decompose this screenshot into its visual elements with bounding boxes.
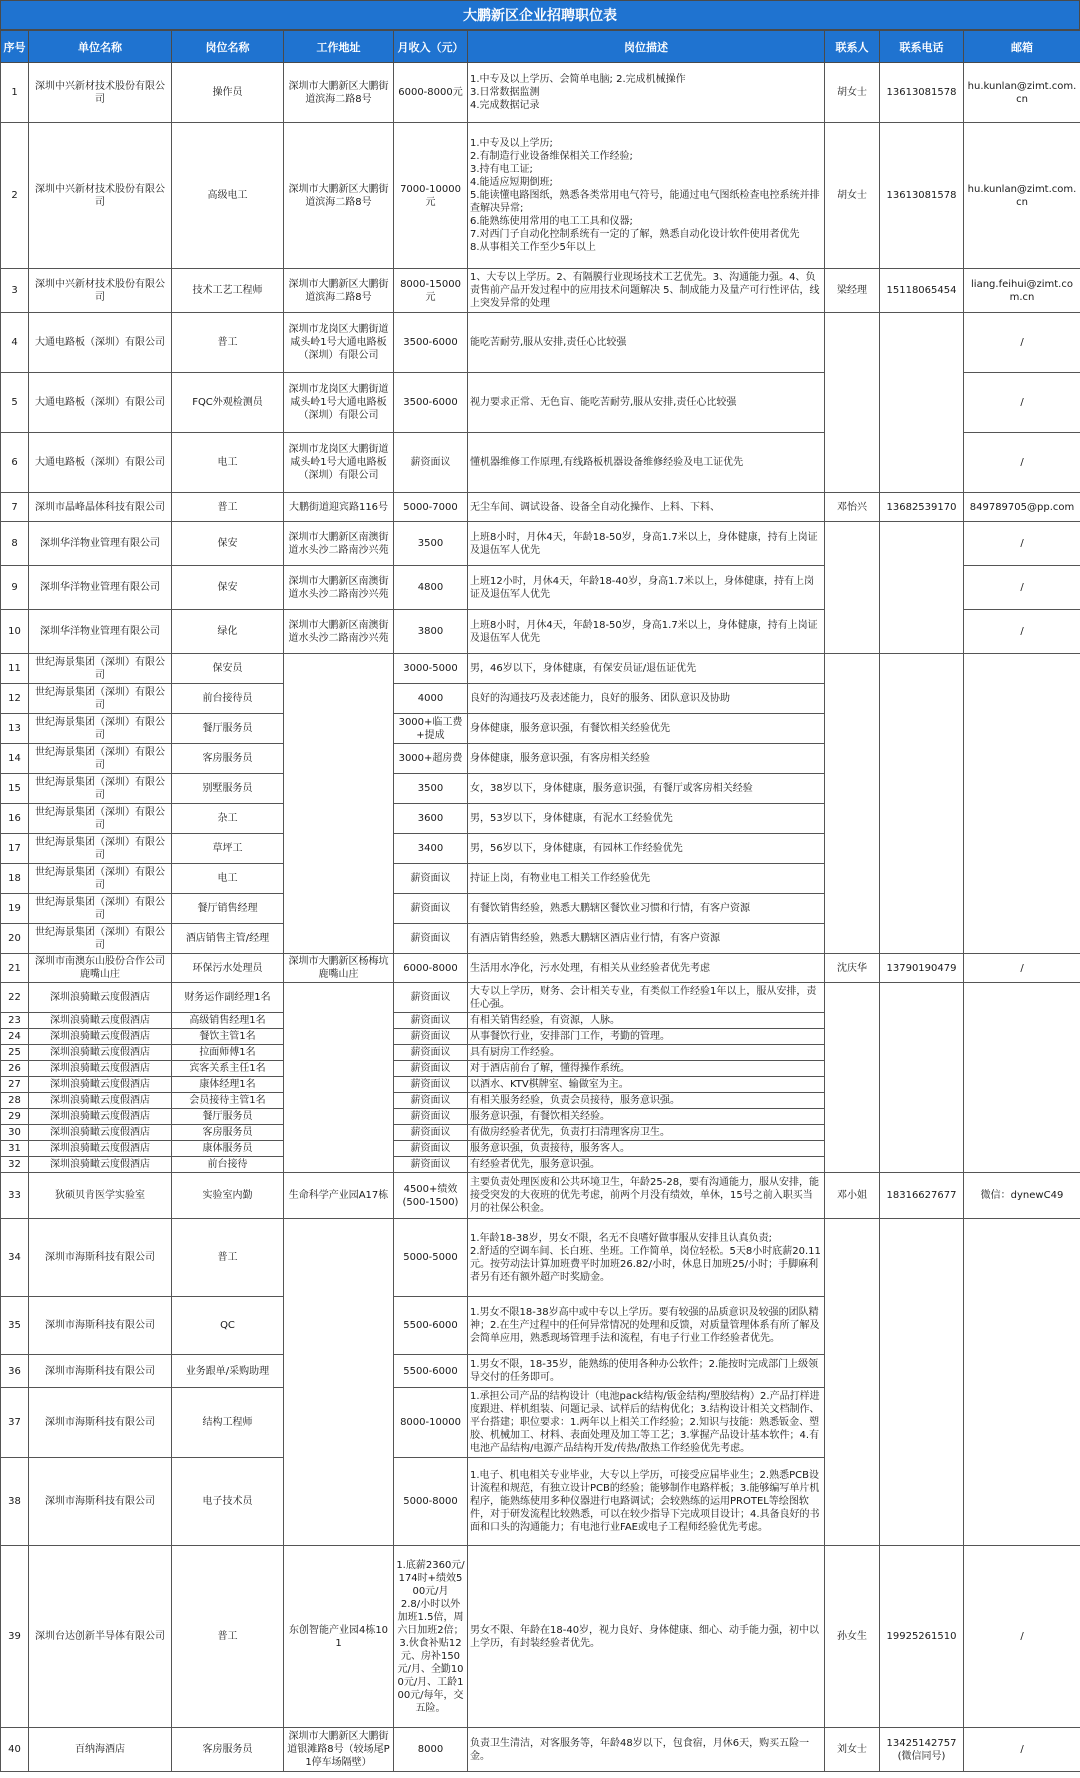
- company-name: 世纪海景集团（深圳）有限公司: [29, 684, 172, 714]
- job-description: 视力要求正常、无色盲、能吃苦耐劳,服从安排,责任心比较强: [468, 373, 825, 433]
- work-address: 深圳市大鹏新区南澳街道水头沙二路南沙兴苑: [284, 522, 394, 566]
- row-number: 8: [1, 522, 29, 566]
- table-row: [1, 983, 1080, 1013]
- job-description: 服务意识强，有餐饮相关经验。: [468, 1109, 825, 1125]
- company-name: 深圳浪骑瞰云度假酒店: [29, 1045, 172, 1061]
- contact-email: /: [964, 954, 1080, 983]
- monthly-income: 6000-8000元: [394, 63, 468, 123]
- company-name: 深圳浪骑瞰云度假酒店: [29, 1141, 172, 1157]
- company-name: 狄硕贝肯医学实验室: [29, 1173, 172, 1219]
- monthly-income: 薪资面议: [394, 1109, 468, 1125]
- monthly-income: 3400: [394, 834, 468, 864]
- contact-email: hu.kunlan@zimt.com.cn: [964, 123, 1080, 269]
- company-name: 深圳市海斯科技有限公司: [29, 1355, 172, 1388]
- row-number: 15: [1, 774, 29, 804]
- monthly-income: 薪资面议: [394, 1013, 468, 1029]
- work-address: 深圳市大鹏新区南澳街道水头沙二路南沙兴苑: [284, 566, 394, 610]
- monthly-income: 8000-15000元: [394, 269, 468, 313]
- work-address: 深圳市大鹏新区大鹏街道滨海二路8号: [284, 123, 394, 269]
- work-address: [284, 654, 394, 954]
- row-number: 3: [1, 269, 29, 313]
- contact-phone: [880, 654, 964, 954]
- position-name: 结构工程师: [172, 1388, 284, 1458]
- monthly-income: 3000-5000: [394, 654, 468, 684]
- position-name: 电工: [172, 864, 284, 894]
- row-number: 25: [1, 1045, 29, 1061]
- monthly-income: 薪资面议: [394, 1141, 468, 1157]
- contact-phone: 13613081578: [880, 123, 964, 269]
- contact-email: 849789705@pp.com: [964, 493, 1080, 522]
- work-address: 深圳市龙岗区大鹏街道咸头岭1号大通电路板（深圳）有限公司: [284, 373, 394, 433]
- monthly-income: 3500: [394, 522, 468, 566]
- job-description: 上班8小时，月休4天，年龄18-50岁，身高1.7米以上，身体健康，持有上岗证及退伍军人优先: [468, 610, 825, 654]
- job-description: 1.男女不限，18-35岁，能熟练的使用各种办公软件；2.能按时完成部门上级领导交付的任务即可。: [468, 1355, 825, 1388]
- company-name: 深圳浪骑瞰云度假酒店: [29, 1029, 172, 1045]
- row-number: 19: [1, 894, 29, 924]
- position-name: 电工: [172, 433, 284, 493]
- company-name: 世纪海景集团（深圳）有限公司: [29, 654, 172, 684]
- monthly-income: 薪资面议: [394, 1029, 468, 1045]
- contact-phone: 13682539170: [880, 493, 964, 522]
- position-name: 前台接待: [172, 1157, 284, 1173]
- job-description: 具有厨房工作经验。: [468, 1045, 825, 1061]
- position-name: 客房服务员: [172, 744, 284, 774]
- job-description: 女，38岁以下，身体健康，服务意识强，有餐厅或客房相关经验: [468, 774, 825, 804]
- monthly-income: 3500-6000: [394, 373, 468, 433]
- company-name: 世纪海景集团（深圳）有限公司: [29, 774, 172, 804]
- company-name: 百纳海酒店: [29, 1728, 172, 1772]
- position-name: 杂工: [172, 804, 284, 834]
- work-address: 生命科学产业园A17栋: [284, 1173, 394, 1219]
- monthly-income: 6000-8000: [394, 954, 468, 983]
- contact-email: liang.feihui@zimt.com.cn: [964, 269, 1080, 313]
- contact-email: hu.kunlan@zimt.com.cn: [964, 63, 1080, 123]
- company-name: 深圳市海斯科技有限公司: [29, 1388, 172, 1458]
- table-row: [1, 1546, 1080, 1728]
- monthly-income: 3500: [394, 774, 468, 804]
- row-number: 34: [1, 1219, 29, 1297]
- position-name: 绿化: [172, 610, 284, 654]
- job-description: 上班8小时，月休4天，年龄18-50岁，身高1.7米以上，身体健康，持有上岗证及退伍军人优先: [468, 522, 825, 566]
- row-number: 17: [1, 834, 29, 864]
- position-name: 餐饮主管1名: [172, 1029, 284, 1045]
- job-description: 有做房经验者优先，负责打扫清理客房卫生。: [468, 1125, 825, 1141]
- position-name: 草坪工: [172, 834, 284, 864]
- monthly-income: 薪资面议: [394, 983, 468, 1013]
- job-description: 负责卫生清洁，对客服务等，年龄48岁以下，包食宿，月休6天，购买五险一金。: [468, 1728, 825, 1772]
- header-row: [1, 31, 1080, 63]
- position-name: 环保污水处理员: [172, 954, 284, 983]
- monthly-income: 5000-7000: [394, 493, 468, 522]
- header-address: 工作地址: [284, 31, 394, 63]
- job-description: 良好的沟通技巧及表述能力，良好的服务、团队意识及协助: [468, 684, 825, 714]
- contact-phone: [880, 1219, 964, 1546]
- contact-phone: 18316627677: [880, 1173, 964, 1219]
- monthly-income: 7000-10000元: [394, 123, 468, 269]
- monthly-income: 薪资面议: [394, 1093, 468, 1109]
- contact-email: /: [964, 1728, 1080, 1772]
- position-name: 保安: [172, 522, 284, 566]
- position-name: 宾客关系主任1名: [172, 1061, 284, 1077]
- monthly-income: 4000: [394, 684, 468, 714]
- company-name: 深圳市南澳东山股份合作公司鹿嘴山庄: [29, 954, 172, 983]
- contact-phone: 19925261510: [880, 1546, 964, 1728]
- row-number: 5: [1, 373, 29, 433]
- position-name: 餐厅销售经理: [172, 894, 284, 924]
- row-number: 12: [1, 684, 29, 714]
- position-name: 实验室内勤: [172, 1173, 284, 1219]
- contact-person: 沈庆华: [825, 954, 880, 983]
- contact-person: 梁经理: [825, 269, 880, 313]
- row-number: 30: [1, 1125, 29, 1141]
- company-name: 深圳华洋物业管理有限公司: [29, 566, 172, 610]
- monthly-income: 薪资面议: [394, 1157, 468, 1173]
- monthly-income: 薪资面议: [394, 1045, 468, 1061]
- monthly-income: 薪资面议: [394, 924, 468, 954]
- work-address: 深圳市大鹏新区大鹏街道滨海二路8号: [284, 269, 394, 313]
- contact-email: [964, 1219, 1080, 1546]
- table-row: [1, 1219, 1080, 1297]
- company-name: 深圳浪骑瞰云度假酒店: [29, 1077, 172, 1093]
- monthly-income: 8000-10000: [394, 1388, 468, 1458]
- table-row: [1, 654, 1080, 684]
- position-name: QC: [172, 1297, 284, 1355]
- contact-phone: [880, 983, 964, 1173]
- work-address: [284, 983, 394, 1173]
- monthly-income: 薪资面议: [394, 864, 468, 894]
- position-name: 康体服务员: [172, 1141, 284, 1157]
- contact-phone: 13790190479: [880, 954, 964, 983]
- job-description: 1.年龄18-38岁，男女不限，名无不良嗜好做事服从安排且认真负责; 2.舒适的空调车间、长白班、坐班。工作简单，岗位轻松。5天8小时底薪20.11元。按劳动法计算加班费平时加班26.82/小时，休息日加班25/小时；手脚麻利者另有还有额外超产时奖励金。: [468, 1219, 825, 1297]
- job-description: 懂机器维修工作原理,有线路板机器设备维修经验及电工证优先: [468, 433, 825, 493]
- position-name: 康体经理1名: [172, 1077, 284, 1093]
- row-number: 29: [1, 1109, 29, 1125]
- work-address: 深圳市龙岗区大鹏街道咸头岭1号大通电路板（深圳）有限公司: [284, 433, 394, 493]
- contact-person: 邓怡兴: [825, 493, 880, 522]
- position-name: 保安: [172, 566, 284, 610]
- contact-email: /: [964, 522, 1080, 566]
- header-no: 序号: [1, 31, 29, 63]
- table-row: [1, 313, 1080, 373]
- job-description: 以酒水、KTV棋牌室、输做室为主。: [468, 1077, 825, 1093]
- company-name: 大通电路板（深圳）有限公司: [29, 433, 172, 493]
- job-description: 1.中专及以上学历; 2.有制造行业设备维保相关工作经验; 3.持有电工证; 4.能适应短期倒班; 5.能读懂电路图纸，熟悉各类常用电气符号，能通过电气图纸检查电控系统并排查解决异常; 6.能熟练使用常用的电工工具和仪器; 7.对西门子自动化控制系统有一定的了解，熟悉自动化设计软件使用者优先 8.从事相关工作至少5年以上: [468, 123, 825, 269]
- row-number: 36: [1, 1355, 29, 1388]
- job-description: 无尘车间、调试设备、设备全自动化操作、上料、下料、: [468, 493, 825, 522]
- table-body: [1, 63, 1080, 1772]
- position-name: 拉面师傅1名: [172, 1045, 284, 1061]
- work-address: 深圳市龙岗区大鹏街道咸头岭1号大通电路板（深圳）有限公司: [284, 313, 394, 373]
- monthly-income: 8000: [394, 1728, 468, 1772]
- row-number: 24: [1, 1029, 29, 1045]
- company-name: 世纪海景集团（深圳）有限公司: [29, 894, 172, 924]
- contact-email: [964, 983, 1080, 1173]
- job-description: 对于酒店前台了解，懂得操作系统。: [468, 1061, 825, 1077]
- table-row: [1, 63, 1080, 123]
- row-number: 11: [1, 654, 29, 684]
- row-number: 9: [1, 566, 29, 610]
- job-description: 有餐饮销售经验，熟悉大鹏辖区餐饮业习惯和行情，有客户资源: [468, 894, 825, 924]
- position-name: 别墅服务员: [172, 774, 284, 804]
- job-description: 大专以上学历，财务、会计相关专业，有类似工作经验1年以上，服从安排，责任心强。: [468, 983, 825, 1013]
- contact-person: 邓小姐: [825, 1173, 880, 1219]
- contact-person: 刘女士: [825, 1728, 880, 1772]
- company-name: 世纪海景集团（深圳）有限公司: [29, 714, 172, 744]
- contact-phone: [880, 313, 964, 493]
- monthly-income: 3000+临工费+提成: [394, 714, 468, 744]
- position-name: 保安员: [172, 654, 284, 684]
- contact-person: 胡女士: [825, 123, 880, 269]
- contact-person: [825, 313, 880, 493]
- row-number: 6: [1, 433, 29, 493]
- company-name: 深圳中兴新材技术股份有限公司: [29, 63, 172, 123]
- company-name: 大通电路板（深圳）有限公司: [29, 373, 172, 433]
- monthly-income: 5500-6000: [394, 1297, 468, 1355]
- position-name: 客房服务员: [172, 1125, 284, 1141]
- row-number: 27: [1, 1077, 29, 1093]
- company-name: 深圳浪骑瞰云度假酒店: [29, 983, 172, 1013]
- header-income: 月收入（元）: [394, 31, 468, 63]
- job-description: 男女不限、年龄在18-40岁，视力良好、身体健康、细心、动手能力强，初中以上学历，有封装经验者优先。: [468, 1546, 825, 1728]
- monthly-income: 4500+绩效 (500-1500): [394, 1173, 468, 1219]
- row-number: 37: [1, 1388, 29, 1458]
- table-row: [1, 123, 1080, 269]
- company-name: 深圳浪骑瞰云度假酒店: [29, 1061, 172, 1077]
- table-row: [1, 954, 1080, 983]
- job-description: 服务意识强，负责接待，服务客人。: [468, 1141, 825, 1157]
- job-description: 男，46岁以下，身体健康，有保安员证/退伍证优先: [468, 654, 825, 684]
- company-name: 深圳华洋物业管理有限公司: [29, 522, 172, 566]
- position-name: 操作员: [172, 63, 284, 123]
- monthly-income: 薪资面议: [394, 894, 468, 924]
- monthly-income: 薪资面议: [394, 433, 468, 493]
- row-number: 28: [1, 1093, 29, 1109]
- company-name: 深圳中兴新材技术股份有限公司: [29, 269, 172, 313]
- monthly-income: 4800: [394, 566, 468, 610]
- company-name: 深圳浪骑瞰云度假酒店: [29, 1125, 172, 1141]
- contact-phone: [880, 522, 964, 654]
- table-title: 大鹏新区企业招聘职位表: [0, 0, 1080, 30]
- company-name: 深圳浪骑瞰云度假酒店: [29, 1013, 172, 1029]
- position-name: 会员接待主管1名: [172, 1093, 284, 1109]
- contact-person: [825, 522, 880, 654]
- position-name: 餐厅服务员: [172, 714, 284, 744]
- contact-person: [825, 983, 880, 1173]
- row-number: 13: [1, 714, 29, 744]
- work-address: 深圳市大鹏新区大鹏街道银滩路8号（较场尾P1停车场隔壁）: [284, 1728, 394, 1772]
- monthly-income: 3600: [394, 804, 468, 834]
- job-description: 身体健康，服务意识强，有客房相关经验: [468, 744, 825, 774]
- position-name: 业务跟单/采购助理: [172, 1355, 284, 1388]
- job-description: 上班12小时，月休4天，年龄18-40岁，身高1.7米以上，身体健康，持有上岗证及退伍军人优先: [468, 566, 825, 610]
- position-name: 电子技术员: [172, 1458, 284, 1546]
- contact-email: [964, 654, 1080, 954]
- company-name: 深圳市海斯科技有限公司: [29, 1297, 172, 1355]
- table-row: [1, 1173, 1080, 1219]
- monthly-income: 5000-5000: [394, 1219, 468, 1297]
- contact-email: /: [964, 610, 1080, 654]
- job-description: 男，53岁以下，身体健康，有泥水工经验优先: [468, 804, 825, 834]
- monthly-income: 1.底薪2360元/174时+绩效500元/月 2.8/小时以外加班1.5倍，周六日加班2倍；3.伙食补贴12元、房补150元/月、全勤100元/月、工龄100元/每年，交五险。: [394, 1546, 468, 1728]
- header-desc: 岗位描述: [468, 31, 825, 63]
- contact-person: [825, 654, 880, 954]
- work-address: 深圳市大鹏新区杨梅坑鹿嘴山庄: [284, 954, 394, 983]
- row-number: 2: [1, 123, 29, 269]
- row-number: 14: [1, 744, 29, 774]
- monthly-income: 3000+超房费: [394, 744, 468, 774]
- job-description: 有酒店销售经验，熟悉大鹏辖区酒店业行情，有客户资源: [468, 924, 825, 954]
- contact-person: 胡女士: [825, 63, 880, 123]
- job-description: 主要负责处理医废和公共环境卫生，年龄25-28，要有沟通能力，服从安排，能接受突发的大夜班的优先考虑，前两个月没有绩效，单休，15号之前入职买当月的社保公积金。: [468, 1173, 825, 1219]
- job-description: 男，56岁以下，身体健康，有园林工作经验优先: [468, 834, 825, 864]
- row-number: 20: [1, 924, 29, 954]
- company-name: 大通电路板（深圳）有限公司: [29, 313, 172, 373]
- table-row: [1, 269, 1080, 313]
- position-name: 财务运作副经理1名: [172, 983, 284, 1013]
- work-address: 东创智能产业园4栋101: [284, 1546, 394, 1728]
- row-number: 18: [1, 864, 29, 894]
- job-description: 有相关销售经验，有资源，人脉。: [468, 1013, 825, 1029]
- monthly-income: 薪资面议: [394, 1077, 468, 1093]
- job-description: 有相关服务经验，负责会员接待，服务意识强。: [468, 1093, 825, 1109]
- row-number: 7: [1, 493, 29, 522]
- row-number: 16: [1, 804, 29, 834]
- job-description: 从事餐饮行业，安排部门工作，考勤的管理。: [468, 1029, 825, 1045]
- row-number: 10: [1, 610, 29, 654]
- company-name: 深圳浪骑瞰云度假酒店: [29, 1093, 172, 1109]
- job-table: [0, 30, 1080, 1772]
- position-name: 普工: [172, 1546, 284, 1728]
- contact-email: /: [964, 373, 1080, 433]
- company-name: 世纪海景集团（深圳）有限公司: [29, 924, 172, 954]
- monthly-income: 5000-8000: [394, 1458, 468, 1546]
- row-number: 39: [1, 1546, 29, 1728]
- position-name: 普工: [172, 313, 284, 373]
- row-number: 23: [1, 1013, 29, 1029]
- job-description: 1.中专及以上学历、会简单电脑; 2.完成机械操作 3.日常数据监测 4.完成数据记录: [468, 63, 825, 123]
- company-name: 世纪海景集团（深圳）有限公司: [29, 804, 172, 834]
- company-name: 世纪海景集团（深圳）有限公司: [29, 834, 172, 864]
- row-number: 33: [1, 1173, 29, 1219]
- row-number: 31: [1, 1141, 29, 1157]
- job-description: 生活用水净化，污水处理，有相关从业经验者优先考虑: [468, 954, 825, 983]
- table-row: [1, 522, 1080, 566]
- position-name: 前台接待员: [172, 684, 284, 714]
- job-description: 1.电子、机电相关专业毕业，大专以上学历，可接受应届毕业生；2.熟悉PCB设计流程和规范，有独立设计PCB的经验；能够制作电路样板；3.能够编写单片机程序，能熟练使用多种仪器进行电路调试；会较熟练的运用PROTEL等绘图软件，对于研发流程比较熟悉，可以在较少指导下完成项目设计；4.具备良好的书面和口头的沟通能力；有电池行业FAE或电子工程师经验优先考虑。: [468, 1458, 825, 1546]
- job-description: 持证上岗，有物业电工相关工作经验优先: [468, 864, 825, 894]
- row-number: 35: [1, 1297, 29, 1355]
- position-name: 酒店销售主管/经理: [172, 924, 284, 954]
- contact-email: 微信：dynewC49: [964, 1173, 1080, 1219]
- contact-phone: 13425142757 (微信同号): [880, 1728, 964, 1772]
- work-address: 深圳市大鹏新区南澳街道水头沙二路南沙兴苑: [284, 610, 394, 654]
- company-name: 深圳市海斯科技有限公司: [29, 1219, 172, 1297]
- company-name: 深圳市晶峰晶体科技有限公司: [29, 493, 172, 522]
- company-name: 深圳浪骑瞰云度假酒店: [29, 1157, 172, 1173]
- job-description: 1.承担公司产品的结构设计（电池pack结构/钣金结构/塑胶结构）2.产品打样进度跟进、样机组装、问题记录、试样后的结构优化；3.结构设计相关文档制作、平台搭建；职位要求：1.两年以上相关工作经验；2.知识与技能：熟悉钣金、塑胶、机械加工、材料、表面处理及加工等工艺；3.掌握产品设计基本软件；4.有电池产品结构/电源产品结构开发/传热/散热工作经验优先考虑。: [468, 1388, 825, 1458]
- contact-email: /: [964, 1546, 1080, 1728]
- company-name: 深圳浪骑瞰云度假酒店: [29, 1109, 172, 1125]
- company-name: 世纪海景集团（深圳）有限公司: [29, 864, 172, 894]
- table-row: [1, 493, 1080, 522]
- contact-email: /: [964, 313, 1080, 373]
- job-description: 身体健康，服务意识强，有餐饮相关经验优先: [468, 714, 825, 744]
- contact-person: [825, 1219, 880, 1546]
- company-name: 世纪海景集团（深圳）有限公司: [29, 744, 172, 774]
- work-address: 深圳市大鹏新区大鹏街道滨海二路8号: [284, 63, 394, 123]
- row-number: 40: [1, 1728, 29, 1772]
- row-number: 32: [1, 1157, 29, 1173]
- row-number: 22: [1, 983, 29, 1013]
- contact-person: 孙女生: [825, 1546, 880, 1728]
- monthly-income: 薪资面议: [394, 1061, 468, 1077]
- position-name: FQC外观检测员: [172, 373, 284, 433]
- job-description: 有经验者优先，服务意识强。: [468, 1157, 825, 1173]
- company-name: 深圳华洋物业管理有限公司: [29, 610, 172, 654]
- work-address: 大鹏街道迎宾路116号: [284, 493, 394, 522]
- row-number: 1: [1, 63, 29, 123]
- position-name: 普工: [172, 493, 284, 522]
- contact-phone: 13613081578: [880, 63, 964, 123]
- position-name: 高级销售经理1名: [172, 1013, 284, 1029]
- header-contact: 联系人: [825, 31, 880, 63]
- row-number: 21: [1, 954, 29, 983]
- header-phone: 联系电话: [880, 31, 964, 63]
- contact-email: /: [964, 566, 1080, 610]
- position-name: 技术工艺工程师: [172, 269, 284, 313]
- position-name: 普工: [172, 1219, 284, 1297]
- contact-phone: 15118065454: [880, 269, 964, 313]
- monthly-income: 3800: [394, 610, 468, 654]
- header-position: 岗位名称: [172, 31, 284, 63]
- company-name: 深圳台达创新半导体有限公司: [29, 1546, 172, 1728]
- monthly-income: 薪资面议: [394, 1125, 468, 1141]
- job-description: 1.男女不限18-38岁高中或中专以上学历。要有较强的品质意识及较强的团队精神；2.在生产过程中的任何异常情况的处理和反馈，对质量管理体系有所了解及会简单应用，熟悉现场管理手法和流程，有电子行业工作经验者优先。: [468, 1297, 825, 1355]
- row-number: 26: [1, 1061, 29, 1077]
- position-name: 高级电工: [172, 123, 284, 269]
- work-address: [284, 1219, 394, 1546]
- position-name: 餐厅服务员: [172, 1109, 284, 1125]
- job-description: 1、大专以上学历。2、有隔膜行业现场技术工艺优先。3、沟通能力强。4、负责售前产品开发过程中的应用技术问题解决 5、制成能力及量产可行性评估，线上突发异常的处理: [468, 269, 825, 313]
- row-number: 4: [1, 313, 29, 373]
- contact-email: /: [964, 433, 1080, 493]
- row-number: 38: [1, 1458, 29, 1546]
- table-row: [1, 1728, 1080, 1772]
- job-description: 能吃苦耐劳,服从安排,责任心比较强: [468, 313, 825, 373]
- position-name: 客房服务员: [172, 1728, 284, 1772]
- monthly-income: 5500-6000: [394, 1355, 468, 1388]
- company-name: 深圳市海斯科技有限公司: [29, 1458, 172, 1546]
- company-name: 深圳中兴新材技术股份有限公司: [29, 123, 172, 269]
- header-email: 邮箱: [964, 31, 1080, 63]
- header-company: 单位名称: [29, 31, 172, 63]
- monthly-income: 3500-6000: [394, 313, 468, 373]
